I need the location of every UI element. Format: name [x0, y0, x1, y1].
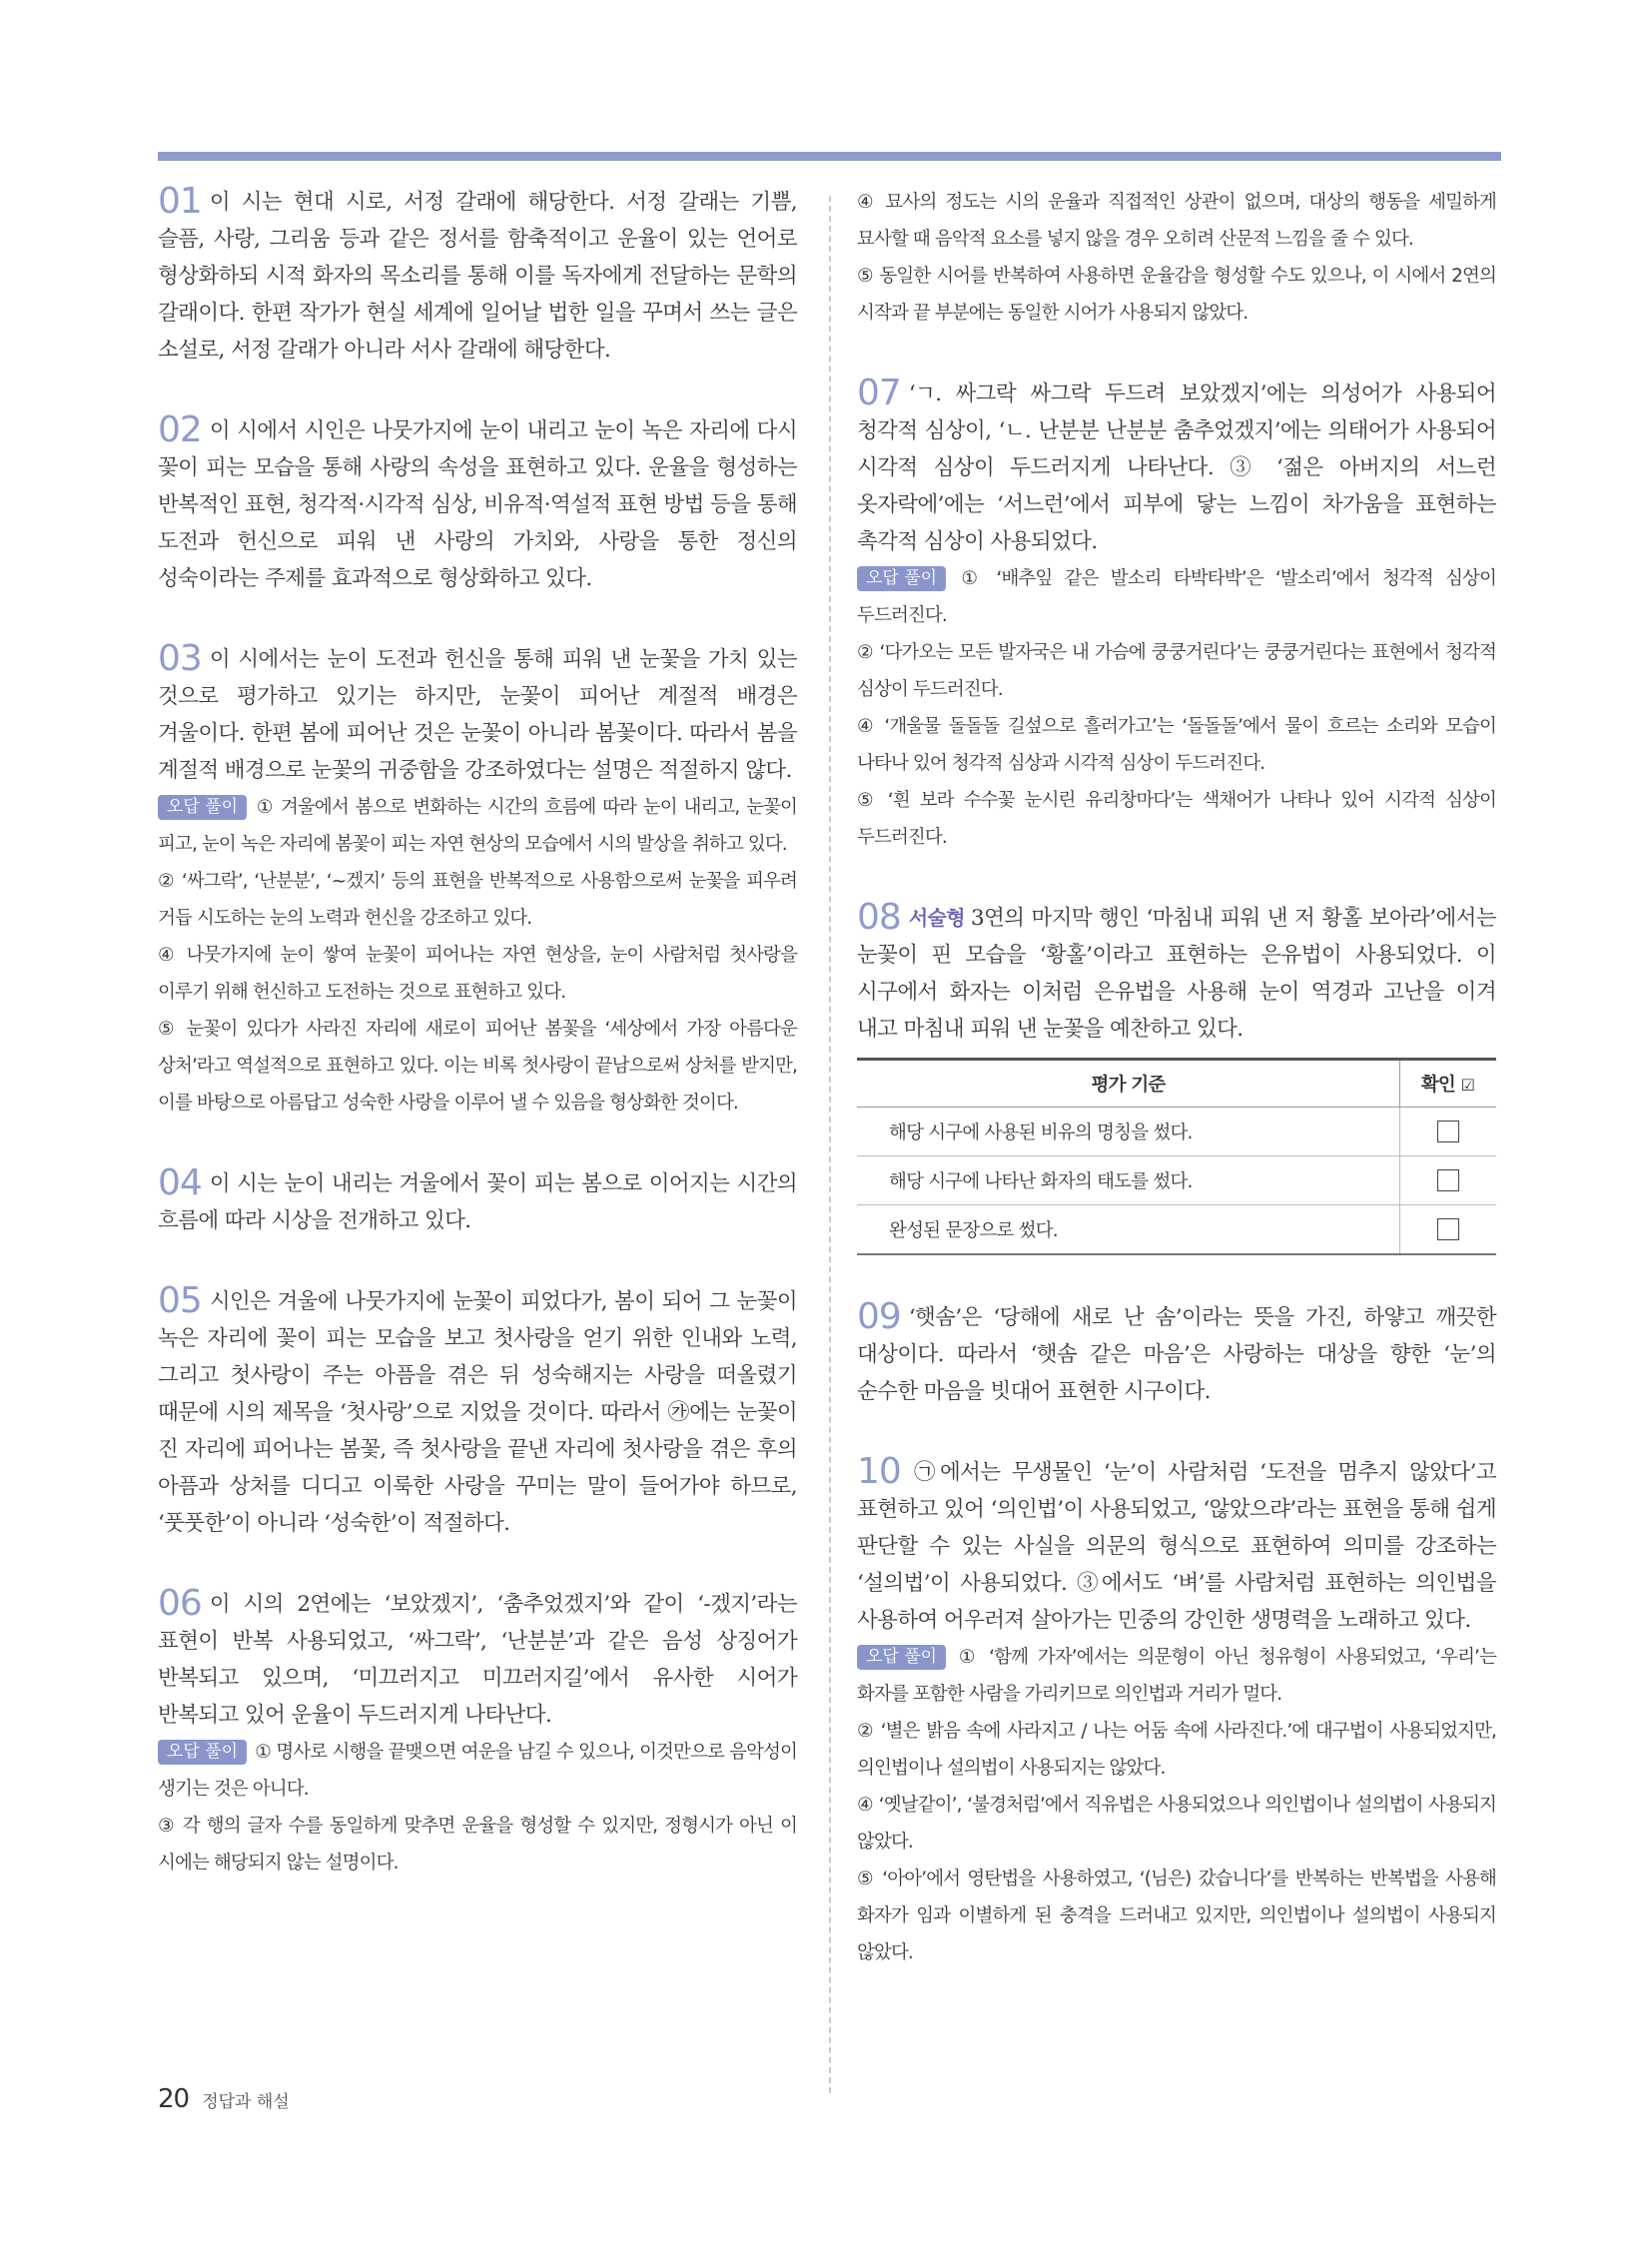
page-number: 20: [158, 2084, 190, 2114]
question-text: 이 시는 현대 시로, 서정 갈래에 해당한다. 서정 갈래는 기쁨, 슬픔, 사랑, 그리움 등과 같은 정서를 함축적이고 운율이 있는 언어로 형상화하되 시적 화자의 목소리를 통해 이를 독자에게 전달하는 문학의 갈래이다. 한편 작가가 현실 세계에 일어날 법한 일을 꾸며서 쓰는 글은 소설로, 서정 갈래가 아니라 서사 갈래에 해당한다.: [158, 190, 797, 363]
explanation-note: ② ‘다가오는 모든 발자국은 내 가슴에 쿵쿵거린다’는 쿵쿵거린다는 표현에서 청각적 심상이 두드러진다.: [857, 642, 1496, 700]
explanation-note: 오답 풀이 ① 겨울에서 봄으로 변화하는 시간의 흐름에 따라 눈이 내리고, 눈꽃이 피고, 눈이 녹은 자리에 봄꽃이 피는 자연 현상의 모습에서 시의 발상을 취하고 있다.: [158, 797, 797, 855]
question-number: 06: [158, 1583, 202, 1624]
rubric-header-check: 확인 ☑: [1400, 1060, 1497, 1108]
explanation-note: ② ‘싸그락’, ‘난분분’, ‘~겠지’ 등의 표현을 반복적으로 사용함으로써 눈꽃을 피우려 거듭 시도하는 눈의 노력과 헌신을 강조하고 있다.: [158, 871, 797, 929]
question-number: 02: [158, 409, 202, 450]
question-08: [857, 897, 1496, 1255]
rubric-checkbox[interactable]: [1437, 1121, 1459, 1142]
question-text: ‘햇솜’은 ‘당해에 새로 난 솜’이라는 뜻을 가진, 하얗고 깨끗한 대상이다. 따라서 ‘햇솜 같은 마음’은 사랑하는 대상을 향한 ‘눈’의 순수한 마음을 빗대어 표현한 시구이다.: [857, 1305, 1496, 1404]
wrong-answer-badge: 오답 풀이: [857, 1645, 946, 1670]
checkbox-icon: ☑: [1460, 1076, 1475, 1095]
explanation-note: ④ 나뭇가지에 눈이 쌓여 눈꽃이 피어나는 자연 현상을, 눈이 사람처럼 첫사랑을 이루기 위해 헌신하고 도전하는 것으로 표현하고 있다.: [158, 945, 797, 1003]
explanation-note: ⑤ ‘아아’에서 영탄법을 사용하였고, ‘(님은) 갔습니다’를 반복하는 반복법을 사용해 화자가 임과 이별하게 된 충격을 드러내고 있지만, 의인법이나 설의법이 사용되지 않았다.: [857, 1868, 1496, 1963]
column-divider: [829, 196, 831, 2093]
question-number: 01: [158, 181, 202, 222]
rubric-checkbox[interactable]: [1437, 1218, 1459, 1240]
question-06-continued: [857, 184, 1496, 332]
question-06: [158, 1583, 797, 1881]
explanation-note: ④ ‘개울물 돌돌돌 길섶으로 흘러가고’는 ‘돌돌돌’에서 물이 흐르는 소리와 모습이 나타나 있어 청각적 심상과 시각적 심상이 두드러진다.: [857, 716, 1496, 774]
question-09: [857, 1296, 1496, 1410]
explanation-note: ② ‘별은 밝음 속에 사라지고 / 나는 어둠 속에 사라진다.’에 대구법이 사용되었지만, 의인법이나 설의법이 사용되지는 않았다.: [857, 1721, 1496, 1779]
question-05: [158, 1280, 797, 1542]
rubric-header-criteria: 평가 기준: [857, 1060, 1400, 1108]
question-text: 이 시에서 시인은 나뭇가지에 눈이 내리고 눈이 녹은 자리에 다시 꽃이 피는 모습을 통해 사랑의 속성을 표현하고 있다. 운율을 형성하는 반복적인 표현, 청각적·시각적 심상, 비유적·역설적 표현 방법 등을 통해 도전과 헌신으로 피워 낸 사랑의 가치와, 사랑을 통한 정신의 성숙이라는 주제를 효과적으로 형상화하고 있다.: [158, 418, 797, 591]
question-number: 07: [857, 373, 901, 413]
wrong-answer-badge: 오답 풀이: [158, 795, 247, 820]
explanation-note: 오답 풀이 ① 명사로 시행을 끝맺으면 여운을 남길 수 있으나, 이것만으로 음악성이 생기는 것은 아니다.: [158, 1742, 797, 1800]
left-column: [158, 181, 797, 1925]
footer-label: 정답과 해설: [202, 2092, 290, 2112]
rubric-row: [857, 1156, 1496, 1205]
essay-type-tag: 서술형: [908, 906, 965, 930]
question-text: 이 시에서는 눈이 도전과 헌신을 통해 피워 낸 눈꽃을 가치 있는 것으로 평가하고 있기는 하지만, 눈꽃이 피어난 계절적 배경은 겨울이다. 한편 봄에 피어난 것은 눈꽃이 아니라 봄꽃이다. 따라서 봄을 계절적 배경으로 눈꽃의 귀중함을 강조하였다는 설명은 적절하지 않다.: [158, 647, 797, 783]
question-text: 3연의 마지막 행인 ‘마침내 피워 낸 저 황홀 보아라’에서는 눈꽃이 핀 모습을 ‘황홀’이라고 표현하는 은유법이 사용되었다. 이 시구에서 화자는 이처럼 은유법을 사용해 눈이 역경과 고난을 이겨 내고 마침내 피워 낸 눈꽃을 예찬하고 있다.: [857, 906, 1496, 1042]
question-number: 10: [857, 1451, 901, 1492]
explanation-note: ⑤ 눈꽃이 있다가 사라진 자리에 새로이 피어난 봄꽃을 ‘세상에서 가장 아름다운 상처’라고 역설적으로 표현하고 있다. 이는 비록 첫사랑이 끝남으로써 상처를 받지만, 이를 바탕으로 아름답고 성숙한 사랑을 이루어 낼 수 있음을 형상화한 것이다.: [158, 1019, 797, 1114]
rubric-row: [857, 1108, 1496, 1156]
question-number: 03: [158, 638, 202, 679]
rubric-header-row: [857, 1060, 1496, 1108]
question-number: 05: [158, 1280, 202, 1321]
question-04: [158, 1162, 797, 1239]
explanation-note: ⑤ ‘흰 보라 수수꽃 눈시린 유리창마다’는 색채어가 나타나 있어 시각적 심상이 두드러진다.: [857, 790, 1496, 848]
question-01: [158, 181, 797, 369]
page-footer: [158, 2084, 290, 2114]
wrong-answer-badge: 오답 풀이: [158, 1740, 247, 1765]
question-text: 이 시의 2연에는 ‘보았겠지’, ‘춤추었겠지’와 같이 ‘-겠지’라는 표현이 반복 사용되었고, ‘싸그락’, ‘난분분’과 같은 음성 상징어가 반복되고 있으며, ‘미끄러지고 미끄러지길’에서 유사한 시어가 반복되고 있어 운율이 두드러지게 나타난다.: [158, 1592, 797, 1728]
right-column: [857, 184, 1496, 2015]
question-text: 시인은 겨울에 나뭇가지에 눈꽃이 피었다가, 봄이 되어 그 눈꽃이 녹은 자리에 꽃이 피는 모습을 보고 첫사랑을 얻기 위한 인내와 노력, 그리고 첫사랑이 주는 아픔을 겪은 뒤 성숙해지는 사랑을 떠올렸기 때문에 시의 제목을 ‘첫사랑’으로 지었을 것이다. 따라서 ㉮에는 눈꽃이 진 자리에 피어나는 봄꽃, 즉 첫사랑을 끝낸 자리에 첫사랑을 겪은 후의 아픔과 상처를 디디고 이룩한 사랑을 꾸미는 말이 들어가야 하므로, ‘풋풋한’이 아니라 ‘성숙한’이 적절하다.: [158, 1289, 797, 1536]
explanation-note: ③ 각 행의 글자 수를 동일하게 맞추면 운율을 형성할 수 있지만, 정형시가 아닌 이 시에는 해당되지 않는 설명이다.: [158, 1816, 797, 1873]
explanation-note: 오답 풀이 ① ‘배추잎 같은 발소리 타박타박’은 ‘발소리’에서 청각적 심상이 두드러진다.: [857, 568, 1496, 626]
question-text: ㉠에서는 무생물인 ‘눈’이 사람처럼 ‘도전을 멈추지 않았다’고 표현하고 있어 ‘의인법’이 사용되었고, ‘않았으랴’라는 표현을 통해 쉽게 판단할 수 있는 사실을 의문의 형식으로 표현하여 의미를 강조하는 ‘설의법’이 사용되었다. ③에서도 ‘벼’를 사람처럼 표현하는 의인법을 사용하여 어우러져 살아가는 민중의 강인한 생명력을 노래하고 있다.: [857, 1460, 1496, 1633]
rubric-criterion: 해당 시구에 사용된 비유의 명칭을 썼다.: [857, 1108, 1400, 1156]
question-number: 09: [857, 1296, 901, 1337]
question-number: 08: [857, 897, 901, 938]
rubric-criterion: 완성된 문장으로 썼다.: [857, 1205, 1400, 1255]
evaluation-rubric-table: [857, 1058, 1496, 1255]
rubric-row: [857, 1205, 1496, 1255]
explanation-note: 오답 풀이 ① ‘함께 가자’에서는 의문형이 아닌 청유형이 사용되었고, ‘우리’는 화자를 포함한 사람을 가리키므로 의인법과 거리가 멀다.: [857, 1647, 1496, 1705]
rubric-criterion: 해당 시구에 나타난 화자의 태도를 썼다.: [857, 1156, 1400, 1205]
question-text: ‘ㄱ. 싸그락 싸그락 두드려 보았겠지’에는 의성어가 사용되어 청각적 심상이, ‘ㄴ. 난분분 난분분 춤추었겠지’에는 의태어가 사용되어 시각적 심상이 두드러지게 나타난다. ③ ‘젊은 아버지의 서느런 옷자락에’에는 ‘서느런’에서 피부에 닿는 느낌이 차가움을 표현하는 촉각적 심상이 사용되었다.: [857, 381, 1496, 554]
wrong-answer-badge: 오답 풀이: [857, 566, 946, 591]
question-02: [158, 409, 797, 597]
question-07: [857, 375, 1496, 856]
question-10: [857, 1451, 1496, 1971]
question-number: 04: [158, 1162, 202, 1203]
question-text: 이 시는 눈이 내리는 겨울에서 꽃이 피는 봄으로 이어지는 시간의 흐름에 따라 시상을 전개하고 있다.: [158, 1171, 797, 1233]
explanation-note: ⑤ 동일한 시어를 반복하여 사용하면 운율감을 형성할 수도 있으나, 이 시에서 2연의 시작과 끝 부분에는 동일한 시어가 사용되지 않았다.: [857, 266, 1496, 324]
explanation-note: ④ ‘옛날같이’, ‘불경처럼’에서 직유법은 사용되었으나 의인법이나 설의법이 사용되지 않았다.: [857, 1795, 1496, 1853]
rubric-checkbox[interactable]: [1437, 1169, 1459, 1191]
top-rule: [158, 152, 1501, 161]
explanation-note: ④ 묘사의 정도는 시의 운율과 직접적인 상관이 없으며, 대상의 행동을 세밀하게 묘사할 때 음악적 요소를 넣지 않을 경우 오히려 산문적 느낌을 줄 수 있다.: [857, 192, 1496, 250]
question-03: [158, 638, 797, 1121]
